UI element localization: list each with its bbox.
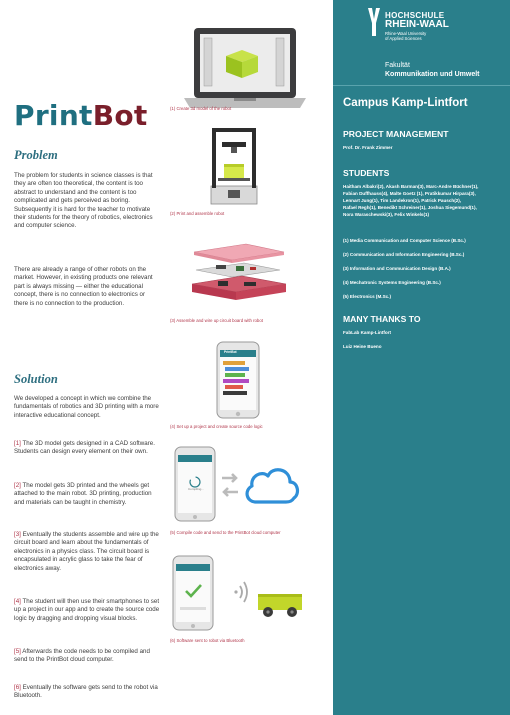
info-sidebar	[333, 0, 510, 715]
bluetooth-waves-icon	[232, 578, 252, 606]
students-line: Lennart Jung(1), Tim Landekron(1), Patrick Pausch(2),	[343, 198, 462, 203]
university-header	[333, 0, 510, 86]
step-2: [2] The model gets 3D printed and the wheels get attached to the main robot. 3D printing, production and materials can be taught in chemistry.	[14, 482, 152, 506]
caption-3: (3) Assemble and wire up circuit board with robot	[170, 318, 263, 323]
step-4: [4] The student will then use their smartphones to set up a project in our app and to create the source code logic by dragging and dropping visual blocks.	[14, 598, 160, 622]
caption-4: (4) Set up a project and create source code logic	[170, 424, 263, 429]
sync-arrows-icon	[220, 470, 240, 500]
students-line: Fabian Duffhauss(4), Malte Goetz (1), Pratikkumar Hirpara(3),	[343, 191, 476, 196]
cloud-icon	[242, 464, 300, 506]
affiliation-item: (2) Communication and Information Engineering (B.Sc.)	[343, 252, 465, 257]
students-line: Nora Waraschewski(3), Felix Winkels(1)	[343, 212, 430, 217]
university-line-2: RHEIN-WAAL	[385, 19, 449, 30]
step-6: [6] Eventually the software gets send to the robot via Bluetooth.	[14, 684, 158, 700]
project-manager-name: Prof. Dr. Frank Zimmer	[343, 145, 393, 150]
caption-2: (2) Print and assemble robot	[170, 211, 225, 216]
university-logo-icon	[367, 7, 381, 37]
problem-paragraph-2: There are already a range of other robots on the market. However, in existing products one relevant part is always missing — either the educational concept, there is no connection to electronics or there is no connection to the production.	[14, 266, 153, 307]
printbot-logo: PrintBot	[14, 99, 148, 132]
thanks-item: FabLab Kamp-Lintfort	[343, 330, 391, 335]
campus-title: Campus Kamp-Lintfort	[343, 97, 468, 109]
university-english-name: Rhine-Waal University of Applied Sciences	[385, 31, 427, 41]
phone-success-illustration	[172, 555, 214, 631]
students-heading: STUDENTS	[343, 168, 390, 178]
project-management-heading: PROJECT MANAGEMENT	[343, 129, 449, 139]
faculty-name: Fakultät Kommunikation und Umwelt	[385, 62, 480, 78]
affiliation-item: (3) Information and Communication Design (B.A.)	[343, 266, 451, 271]
university-line-1: HOCHSCHULE	[385, 11, 445, 20]
circuit-board-illustration	[186, 238, 290, 308]
laptop-3d-model-illustration	[182, 24, 308, 110]
solution-intro: We developed a concept in which we combine the fundamentals of robotics and 3D printing with a more interactive educational concept.	[14, 395, 159, 419]
affiliation-item: (4) Mechatronic Systems Engineering (B.Sc.)	[343, 280, 441, 285]
caption-6: (6) Software sent to robot via Bluetooth	[170, 638, 245, 643]
robot-illustration	[256, 590, 304, 620]
compiling-label: Compiling...	[188, 487, 204, 491]
caption-5: (5) Compile code and send to the PrintBot cloud computer	[170, 530, 281, 535]
phone-code-blocks-illustration	[216, 341, 260, 419]
students-line: Haitham Albakri(2), Akash Barman(3), Marc-Andre Büchner(1),	[343, 184, 479, 189]
students-list	[343, 183, 505, 218]
phone-compiling-illustration	[174, 446, 216, 522]
step-5: [5] Afterwards the code needs to be compiled and send to the PrintBot cloud computer.	[14, 648, 150, 664]
problem-heading: Problem	[14, 148, 58, 162]
affiliations-list	[343, 234, 505, 304]
3d-printer-illustration	[208, 126, 260, 208]
phone-app-title: PrintBot	[224, 350, 237, 354]
step-1: [1] The 3D model gets designed in a CAD software. Students can design every element on their own.	[14, 440, 155, 456]
caption-1: (1) Create 3d model of the robot	[170, 106, 232, 111]
thanks-heading: MANY THANKS TO	[343, 314, 421, 324]
students-line: Rafael Regh(1), Benedikt Schreiner(1), Joshua Siegemund(1),	[343, 205, 477, 210]
thanks-item: Luiz Heine Bueno	[343, 344, 382, 349]
affiliation-item: (1) Media Communication and Computer Science (B.Sc.)	[343, 238, 466, 243]
step-3: [3] Eventually the students assemble and wire up the circuit board and learn about the fundamentals of electronics in a physics class. The circuit board is encapsulated in acrylic glass to take the fear of electronics away.	[14, 531, 159, 572]
affiliation-item: (5) Electronics (M.Sc.)	[343, 294, 391, 299]
solution-heading: Solution	[14, 372, 58, 386]
problem-paragraph-1: The problem for students in science classes is that they are often too theoretical, the content is too abstract to understand and the content is too complicated and gets perceived as boring. Subsequently it is hard for the teacher to motivate their students for the theory of robotics, electronics and computer science.	[14, 172, 153, 230]
